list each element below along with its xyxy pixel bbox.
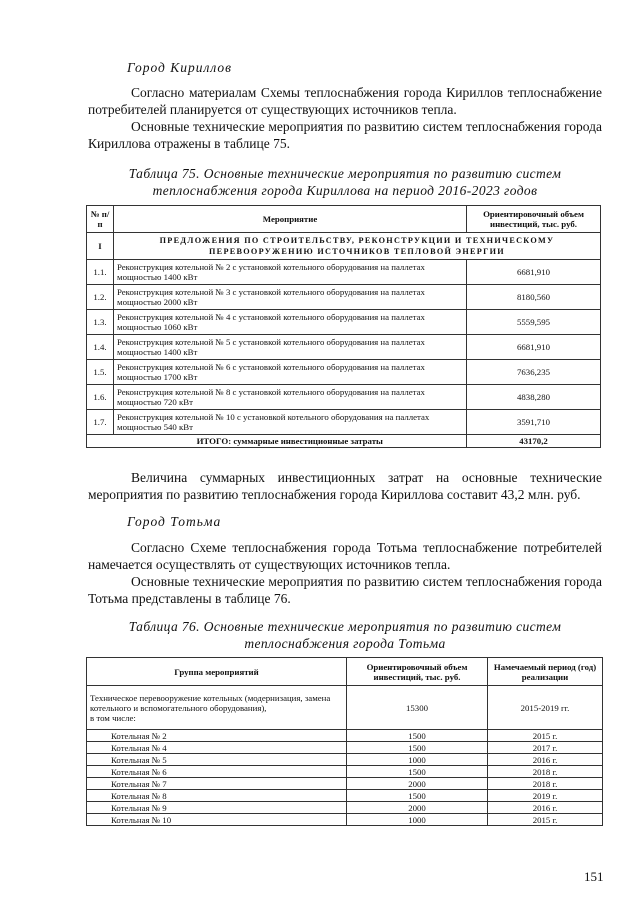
table75-row-num: 1.4. [87, 335, 114, 360]
table76-main-group-text: Техническое перевооружение котельных (модернизация, замена котельного и вспомогательного оборудования), [90, 692, 331, 713]
table75-row-cost: 6681,910 [467, 260, 601, 285]
table76-row-year: 2016 г. [488, 802, 603, 814]
table76-row-year: 2015 г. [488, 814, 603, 826]
table76-row [87, 730, 603, 742]
table76-main-group [87, 686, 347, 730]
table76-row-name: Котельная № 8 [87, 790, 347, 802]
table76-row [87, 778, 603, 790]
table76-row-name: Котельная № 9 [87, 802, 347, 814]
table76-row-year: 2018 г. [488, 778, 603, 790]
table75-row [87, 310, 601, 335]
table75-row [87, 285, 601, 310]
table76-caption-line1: Таблица 76. Основные технические мероприятия по развитию систем [128, 619, 562, 634]
table75-caption [88, 165, 602, 199]
table75-row-measure: Реконструкция котельной № 4 с установкой котельного оборудования на паллетах мощностью 1060 кВт [114, 310, 467, 335]
table75-row-cost: 8180,560 [467, 285, 601, 310]
table75-row [87, 335, 601, 360]
table75-row-num: 1.7. [87, 410, 114, 435]
table75-row-measure: Реконструкция котельной № 5 с установкой котельного оборудования на паллетах мощностью 1400 кВт [114, 335, 467, 360]
table76-row [87, 814, 603, 826]
table75-section-row [87, 233, 601, 260]
table76-main-cost: 15300 [347, 686, 488, 730]
table75-row-cost: 7636,235 [467, 360, 601, 385]
table76-main-row [87, 686, 603, 730]
table75-row [87, 260, 601, 285]
table76-header-cost: Ориентировочный объем инвестиций, тыс. руб. [347, 658, 488, 686]
table76-row [87, 790, 603, 802]
table75-row-measure: Реконструкция котельной № 8 с установкой котельного оборудования на паллетах мощностью 720 кВт [114, 385, 467, 410]
table75-section-title: ПРЕДЛОЖЕНИЯ ПО СТРОИТЕЛЬСТВУ, РЕКОНСТРУКЦИИ И ТЕХНИЧЕСКОМУ ПЕРЕВООРУЖЕНИЮ ИСТОЧНИКОВ ТЕПЛОВОЙ ЭНЕРГИИ [114, 233, 601, 260]
table75-header-row [87, 206, 601, 233]
table76-row-cost: 1500 [347, 766, 488, 778]
table76-row [87, 766, 603, 778]
table75-row-num: 1.3. [87, 310, 114, 335]
paragraph-totma-2: Основные технические мероприятия по развитию систем теплоснабжения города Тотьма представлены в таблице 76. [88, 574, 602, 606]
table75-row-num: 1.6. [87, 385, 114, 410]
table76-main-group-sub: в том числе: [90, 712, 136, 723]
paragraph-kirillov-2: Основные технические мероприятия по развитию систем теплоснабжения города Кириллова отражены в таблице 75. [88, 119, 602, 151]
table76-row-name: Котельная № 6 [87, 766, 347, 778]
table76-main-period: 2015-2019 гг. [488, 686, 603, 730]
table76-row-year: 2016 г. [488, 754, 603, 766]
table75-row [87, 360, 601, 385]
table76-row-cost: 1500 [347, 742, 488, 754]
table76-row [87, 742, 603, 754]
page-number: 151 [584, 869, 604, 884]
summary-paragraph: Величина суммарных инвестиционных затрат на основные технические мероприятия по развитию теплоснабжения города Кириллова составит 43,2 млн. руб. [88, 470, 602, 502]
table75-row-cost: 5559,595 [467, 310, 601, 335]
table76-row-name: Котельная № 10 [87, 814, 347, 826]
table75-row-cost: 6681,910 [467, 335, 601, 360]
table75-row-measure: Реконструкция котельной № 3 с установкой котельного оборудования на паллетах мощностью 2000 кВт [114, 285, 467, 310]
table76-row-year: 2019 г. [488, 790, 603, 802]
table76-row-name: Котельная № 2 [87, 730, 347, 742]
table75-row-measure: Реконструкция котельной № 2 с установкой котельного оборудования на паллетах мощностью 1400 кВт [114, 260, 467, 285]
table75-row-cost: 3591,710 [467, 410, 601, 435]
table76-row-cost: 1000 [347, 754, 488, 766]
table76-row-year: 2015 г. [488, 730, 603, 742]
table75-total-row [87, 435, 601, 448]
table75-total-value: 43170,2 [467, 435, 601, 448]
table76-row-cost: 2000 [347, 778, 488, 790]
table-76 [86, 657, 603, 826]
table75-total-label: ИТОГО: суммарные инвестиционные затраты [114, 435, 467, 448]
table75-row-cost: 4838,280 [467, 385, 601, 410]
table76-row-cost: 2000 [347, 802, 488, 814]
table76-body [87, 730, 603, 826]
table76-row-name: Котельная № 7 [87, 778, 347, 790]
table76-row [87, 754, 603, 766]
table76-header-row [87, 658, 603, 686]
table76-row-year: 2018 г. [488, 766, 603, 778]
table75-caption-line2: теплоснабжения города Кириллова на период 2016-2023 годов [152, 183, 538, 198]
table75-row-num: 1.1. [87, 260, 114, 285]
table76-caption [88, 618, 602, 652]
table76-row-cost: 1500 [347, 790, 488, 802]
table75-row [87, 385, 601, 410]
table76-header-group: Группа мероприятий [87, 658, 347, 686]
table-75 [86, 205, 601, 448]
table75-header-cost: Ориентировочный объем инвестиций, тыс. руб. [467, 206, 601, 233]
paragraph-kirillov-1: Согласно материалам Схемы теплоснабжения города Кириллов теплоснабжение потребителей планируется от существующих источников тепла. [88, 85, 602, 117]
table76-header-period: Намечаемый период (год) реализации [488, 658, 603, 686]
table75-row-num: 1.2. [87, 285, 114, 310]
table75-body [87, 260, 601, 435]
table75-row-measure: Реконструкция котельной № 6 с установкой котельного оборудования на паллетах мощностью 1700 кВт [114, 360, 467, 385]
table76-caption-line2: теплоснабжения города Тотьма [244, 636, 446, 651]
table76-row-cost: 1000 [347, 814, 488, 826]
table75-header-num: № п/п [87, 206, 114, 233]
table76-row-year: 2017 г. [488, 742, 603, 754]
table76-row-name: Котельная № 5 [87, 754, 347, 766]
table75-row-measure: Реконструкция котельной № 10 с установкой котельного оборудования на паллетах мощностью 540 кВт [114, 410, 467, 435]
table75-row-num: 1.5. [87, 360, 114, 385]
table75-header-measure: Мероприятие [114, 206, 467, 233]
section-heading-kirillov: Город Кириллов [127, 60, 233, 75]
table75-caption-line1: Таблица 75. Основные технические мероприятия по развитию систем [128, 166, 562, 181]
table75-row [87, 410, 601, 435]
paragraph-totma-1: Согласно Схеме теплоснабжения города Тотьма теплоснабжение потребителей намечается осуществлять от существующих источников тепла. [88, 540, 602, 572]
section-heading-totma: Город Тотьма [127, 514, 222, 529]
table75-section-num: I [87, 233, 114, 260]
table76-row-name: Котельная № 4 [87, 742, 347, 754]
table76-row-cost: 1500 [347, 730, 488, 742]
table76-row [87, 802, 603, 814]
